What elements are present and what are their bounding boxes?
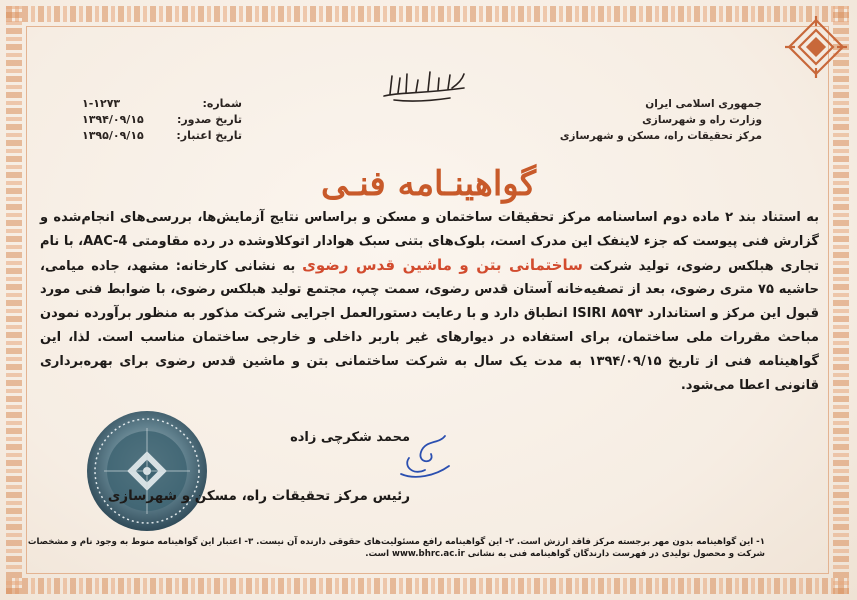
- number-label: شماره:: [202, 97, 242, 110]
- issuer-ministry: وزارت راه و شهرسازی: [642, 114, 762, 126]
- meta-expiry-row: [82, 128, 242, 144]
- number-value: ۱-۱۲۷۳: [82, 97, 121, 110]
- border-bottom: [6, 578, 849, 594]
- holographic-seal-icon: [84, 408, 210, 534]
- company-name: ساختمانی بتن و ماشین قدس رضوی: [302, 255, 583, 274]
- certificate-meta: [82, 96, 242, 144]
- basmala-calligraphy-icon: [380, 66, 468, 106]
- issue-date-value: ۱۳۹۴/۰۹/۱۵: [82, 113, 144, 126]
- border-right: [833, 6, 849, 594]
- body-part-1: به استناد بند ۲ ماده دوم اساسنامه مرکز تحقیقات ساختمان و مسکن و براساس نتایج آزمایش‌ها، بررسی‌های انجام‌شده و گزارش فنی پیوست که جزء لاینفک این مدرک است، بلوک‌های بتنی سبک هوادار اتوکلاوشده در رده مقاومتی AAC-4، با نام تجاری هبلکس رضوی، تولید شرکت: [40, 210, 820, 274]
- footnotes: [27, 536, 765, 560]
- border-left: [6, 6, 22, 594]
- issuer-center: مرکز تحقیقات راه، مسکن و شهرسازی: [559, 130, 762, 142]
- signatory-name: محمد شکرچی زاده: [290, 430, 410, 445]
- meta-number-row: [82, 96, 242, 112]
- issuer-block: [522, 96, 762, 144]
- signature-icon: [395, 430, 455, 482]
- border-top: [6, 6, 849, 22]
- signatory-title: رئیس مرکز تحقیقات راه، مسکن و شهرسازی: [107, 488, 410, 504]
- ornament-corner-icon: [783, 14, 849, 80]
- issuer-country: جمهوری اسلامی ایران: [645, 98, 762, 110]
- expiry-date-label: تاریخ اعتبار:: [176, 129, 242, 142]
- body-part-2: به نشانی کارخانه: مشهد، جاده میامی، حاشیه ۷۵ متری رضوی، بعد از تصفیه‌خانه آستان قدس رضوی، سمت چپ، مجتمع تولید هبلکس رضوی، با ضوابط فنی مورد قبول این مرکز و استاندارد ISIRI ۸۵۹۳ انطباق دارد و با رعایت دستورالعمل اجرایی شرکت مذکور به منظور برآورده نمودن مباحث مقررات ملی ساختمان، برای استفاده در دیوارهای غیر باربر داخلی و خارجی ساختمان مناسب است. لذا، این گواهینامه فنی از تاریخ ۱۳۹۴/۰۹/۱۵ به مدت یک سال به شرکت ساختمانی بتن و ماشین قدس رضوی برای بهره‌برداری قانونی اعطا می‌شود.: [40, 258, 819, 393]
- footnote-line-1: ۱- این گواهینامه بدون مهر برجسته مرکز فاقد ارزش است. ۲- این گواهینامه رافع مسئولیت‌های حقوقی دارنده آن نیست. ۳- اعتبار این گواهینامه منوط به وجود نام و مشخصات: [27, 537, 765, 547]
- meta-issue-row: [82, 112, 242, 128]
- issue-date-label: تاریخ صدور:: [176, 113, 242, 126]
- footnote-line-2: شرکت و محصول تولیدی در فهرست دارندگان گواهینامه فنی به نشانی www.bhrc.ac.ir است.: [365, 549, 765, 559]
- certificate-body: [40, 206, 819, 397]
- expiry-date-value: ۱۳۹۵/۰۹/۱۵: [82, 129, 144, 142]
- certificate-title: گواهینـامه فنـی: [320, 164, 537, 204]
